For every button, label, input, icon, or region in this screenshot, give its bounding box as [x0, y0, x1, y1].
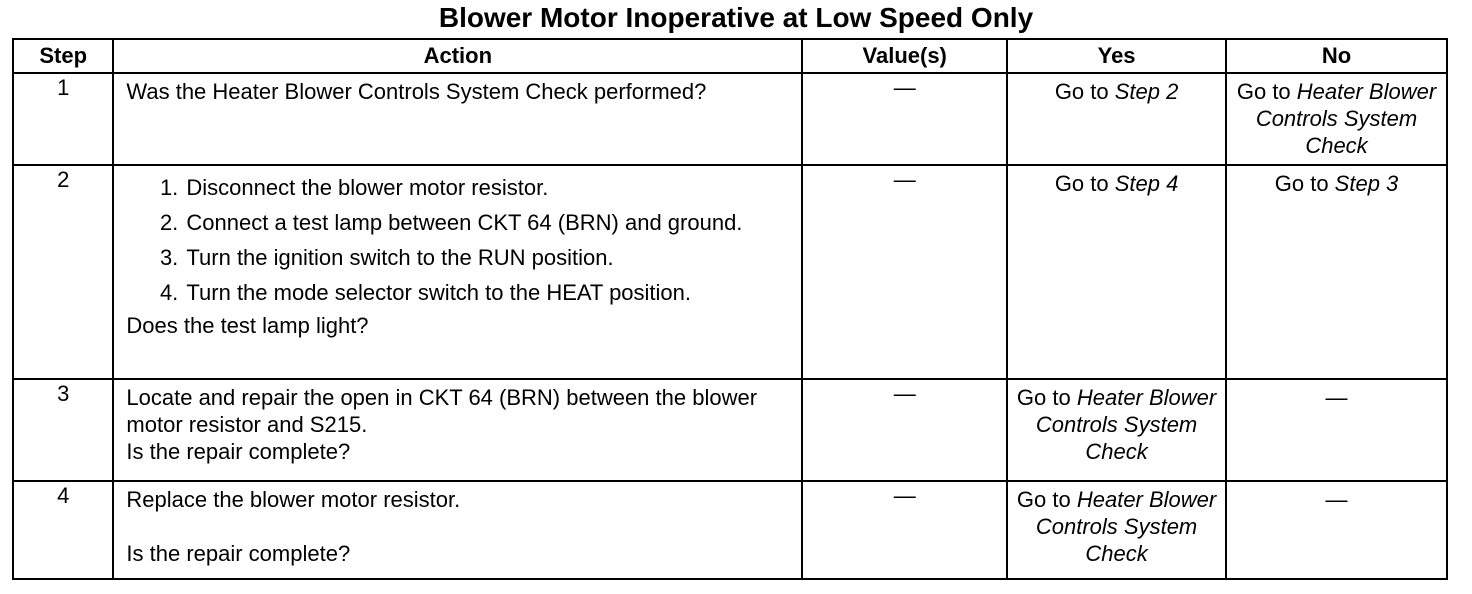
no-cell — [1226, 73, 1447, 165]
yes-prefix: Go to — [1016, 385, 1077, 410]
action-step: 2. Connect a test lamp between CKT 64 (BRN) and ground. — [184, 209, 789, 236]
action-question: Does the test lamp light? — [126, 313, 369, 338]
action-steps-list — [126, 174, 789, 306]
no-link[interactable]: Step 3 — [1334, 171, 1399, 196]
header-yes: Yes — [1007, 39, 1226, 73]
action-text: Replace the blower motor resistor. — [126, 487, 461, 512]
yes-cell — [1007, 379, 1226, 481]
table-row — [13, 481, 1447, 579]
action-text: Locate and repair the open in CKT 64 (BRN) between the blower motor resistor and S215. — [126, 385, 758, 437]
action-cell — [113, 73, 802, 165]
step-number: 1 — [13, 73, 113, 165]
table-row — [13, 379, 1447, 481]
yes-prefix: Go to — [1054, 79, 1115, 104]
yes-link[interactable]: Step 4 — [1114, 171, 1179, 196]
no-cell: — — [1226, 481, 1447, 579]
action-question: Is the repair complete? — [126, 541, 351, 566]
action-cell — [113, 481, 802, 579]
header-action: Action — [113, 39, 802, 73]
spacer — [126, 513, 789, 540]
step-number: 2 — [13, 165, 113, 379]
step-number: 4 — [13, 481, 113, 579]
yes-link[interactable]: Heater Blower Controls System Check — [1035, 385, 1217, 464]
yes-link[interactable]: Heater Blower Controls System Check — [1035, 487, 1217, 566]
table-row — [13, 165, 1447, 379]
action-step: 4. Turn the mode selector switch to the HEAT position. — [184, 279, 789, 306]
header-no: No — [1226, 39, 1447, 73]
step-number: 3 — [13, 379, 113, 481]
page-title: Blower Motor Inoperative at Low Speed Only — [438, 2, 1034, 33]
no-cell: — — [1226, 379, 1447, 481]
action-step: 3. Turn the ignition switch to the RUN position. — [184, 244, 789, 271]
yes-link[interactable]: Step 2 — [1114, 79, 1179, 104]
value-cell: — — [802, 379, 1007, 481]
no-link[interactable]: Heater Blower Controls System Check — [1255, 79, 1437, 158]
action-step: 1. Disconnect the blower motor resistor. — [184, 174, 789, 201]
action-text: Was the Heater Blower Controls System Check performed? — [126, 79, 707, 104]
header-row — [13, 39, 1447, 73]
no-cell — [1226, 165, 1447, 379]
yes-prefix: Go to — [1016, 487, 1077, 512]
yes-cell — [1007, 165, 1226, 379]
yes-cell — [1007, 73, 1226, 165]
value-cell: — — [802, 73, 1007, 165]
yes-cell — [1007, 481, 1226, 579]
header-values: Value(s) — [802, 39, 1007, 73]
action-cell — [113, 379, 802, 481]
value-cell: — — [802, 165, 1007, 379]
action-question: Is the repair complete? — [126, 439, 351, 464]
table-row — [13, 73, 1447, 165]
no-prefix: Go to — [1236, 79, 1297, 104]
header-step: Step — [13, 39, 113, 73]
value-cell: — — [802, 481, 1007, 579]
no-prefix: Go to — [1274, 171, 1335, 196]
action-cell — [113, 165, 802, 379]
diagnostic-table — [12, 38, 1448, 580]
yes-prefix: Go to — [1054, 171, 1115, 196]
